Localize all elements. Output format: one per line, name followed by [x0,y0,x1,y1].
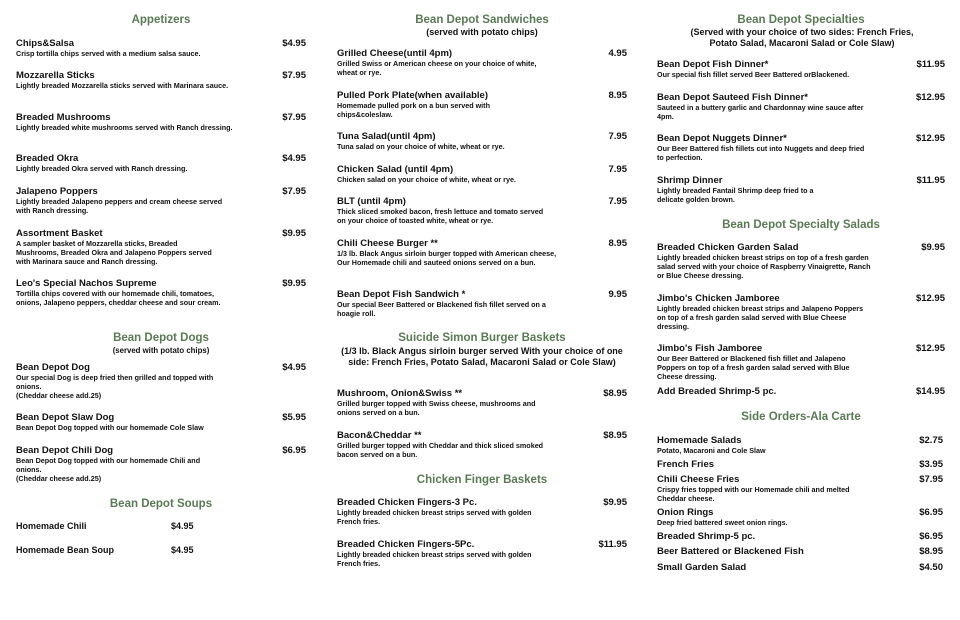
menu-item: Small Garden Salad $4.50 [657,562,943,573]
menu-item: Breaded Chicken Fingers-5Pc. Lightly breaded chicken breast strips served with golden French fries. $11.95 [337,539,627,569]
menu-item: Chili Cheese Burger ** 1/3 lb. Black Angus sirloin burger topped with American cheese, Our Homemade chili and sauteed onions served on a bun. 8.95 [337,238,627,268]
menu-item: Breaded Shrimp-5 pc. $6.95 [657,531,943,542]
soup-item-name: Homemade Bean Soup [16,545,115,555]
menu-item: Grilled Cheese(until 4pm) Grilled Swiss or American cheese on your choice of white, wheat or rye. 4.95 [337,48,627,78]
section-title-soups: Bean Depot Soups [109,498,213,510]
section-subtitle-burgers: (1/3 lb. Black Angus sirloin burger served With your choice of one side: French Fries, Potato Salad, Macaroni Salad or Cole Slaw) [341,346,623,367]
menu-item: Beer Battered or Blackened Fish $8.95 [657,546,943,557]
section-title-appetizers: Appetizers [131,14,191,26]
menu-column-2 [337,0,627,620]
menu-item: Breaded Okra Lightly breaded Okra served with Ranch dressing. $4.95 [16,153,306,173]
menu-item: Shrimp Dinner Lightly breaded Fantail Shrimp deep fried to a delicate golden brown. $11.95 [657,175,945,205]
menu-item: Chicken Salad (until 4pm) Chicken salad on your choice of white, wheat or rye. 7.95 [337,164,627,184]
menu-item: Homemade Salads Potato, Macaroni and Cole Slaw $2.75 [657,435,943,455]
section-subtitle-sandwiches: (served with potato chips) [426,27,538,37]
menu-item: Bean Depot Fish Sandwich * Our special Beer Battered or Blackened fish fillet served on a hoagie roll. 9.95 [337,289,627,319]
menu-item: Bacon&Cheddar ** Grilled burger topped with Cheddar and thick sliced smoked bacon served on a bun. $8.95 [337,430,627,460]
menu-item: Bean Depot Fish Dinner* Our special fish fillet served Beer Battered orBlackened. $11.95 [657,59,945,79]
soup-item-price: $4.95 [171,545,194,555]
soup-item-name: Homemade Chili [16,521,87,531]
menu-item: Jalapeno Poppers Lightly breaded Jalapeno peppers and cream cheese served with Ranch dressing. $7.95 [16,186,306,216]
menu-item: BLT (until 4pm) Thick sliced smoked bacon, fresh lettuce and tomato served on your choice of toasted white, wheat or rye. 7.95 [337,196,627,226]
menu-item: Breaded Mushrooms Lightly breaded white mushrooms served with Ranch dressing. $7.95 [16,112,306,132]
section-subtitle-dogs: (served with potato chips) [112,346,210,355]
menu-item: Add Breaded Shrimp-5 pc. $14.95 [657,386,945,397]
menu-item: Jimbo's Chicken Jamboree Lightly breaded chicken breast strips and Jalapeno Poppers on top of a fresh garden salad served with Blue Cheese dressing. $12.95 [657,293,945,332]
menu-column-1 [16,0,306,620]
menu-item: Onion Rings Deep fried battered sweet onion rings. $6.95 [657,507,943,527]
menu-item: Chili Cheese Fries Crispy fries topped with our Homemade chili and melted Cheddar cheese. $7.95 [657,474,943,504]
section-title-specialties: Bean Depot Specialties [737,14,865,26]
menu-item: Mozzarella Sticks Lightly breaded Mozzarella sticks served with Marinara sauce. $7.95 [16,70,306,90]
menu-item: Tuna Salad(until 4pm) Tuna salad on your choice of white, wheat or rye. 7.95 [337,131,627,151]
menu-item: Mushroom, Onion&Swiss ** Grilled burger topped with Swiss cheese, mushrooms and onions served on a bun. $8.95 [337,388,627,418]
menu-item: Chips&Salsa Crisp tortilla chips served with a medium salsa sauce. $4.95 [16,38,306,58]
menu-item: Bean Depot Slaw Dog Bean Depot Dog topped with our homemade Cole Slaw $5.95 [16,412,306,432]
section-title-sides: Side Orders-Ala Carte [741,411,861,423]
soup-item-price: $4.95 [171,521,194,531]
menu-item: French Fries $3.95 [657,459,943,470]
section-title-sandwiches: Bean Depot Sandwiches [415,14,549,26]
section-title-dogs: Bean Depot Dogs [113,332,209,344]
menu-item: Jimbo's Fish Jamboree Our Beer Battered or Blackened fish fillet and Jalapeno Poppers on top of a fresh garden salad served with Blue Cheese dressing. $12.95 [657,343,945,382]
menu-item: Bean Depot Chili Dog Bean Depot Dog topped with our homemade Chili and onions. (Cheddar cheese add.25) $6.95 [16,445,306,484]
section-title-salads: Bean Depot Specialty Salads [722,219,880,231]
menu-item: Breaded Chicken Garden Salad Lightly breaded chicken breast strips on top of a fresh garden salad served with your choice of Raspberry Vinaigrette, Ranch or Blue Cheese dressing. $9.95 [657,242,945,281]
menu-item: Leo's Special Nachos Supreme Tortilla chips covered with our homemade chili, tomatoes, onions, Jalapeno peppers, cheddar cheese and sour cream. $9.95 [16,278,306,308]
menu-column-3 [657,0,945,620]
menu-item: Pulled Pork Plate(when available) Homemade pulled pork on a bun served with chips&coleslaw. 8.95 [337,90,627,120]
section-title-fingers: Chicken Finger Baskets [416,474,548,486]
menu-item: Bean Depot Sauteed Fish Dinner* Sauteed in a buttery garlic and Chardonnay wine sauce after 4pm. $12.95 [657,92,945,122]
menu-item: Bean Depot Dog Our special Dog is deep fried then grilled and topped with onions. (Cheddar cheese add.25) $4.95 [16,362,306,401]
menu-item: Bean Depot Nuggets Dinner* Our Beer Battered fish fillets cut into Nuggets and deep fried to perfection. $12.95 [657,133,945,163]
menu-item: Breaded Chicken Fingers-3 Pc. Lightly breaded chicken breast strips served with golden French fries. $9.95 [337,497,627,527]
section-subtitle-specialties: (Served with your choice of two sides: French Fries, Potato Salad, Macaroni Salad or Cole Slaw) [690,27,914,48]
section-title-burgers: Suicide Simon Burger Baskets [398,332,566,344]
menu-item: Assortment Basket A sampler basket of Mozzarella sticks, Breaded Mushrooms, Breaded Okra and Jalapeno Poppers served with Marinara sauce and Ranch dressing. $9.95 [16,228,306,267]
